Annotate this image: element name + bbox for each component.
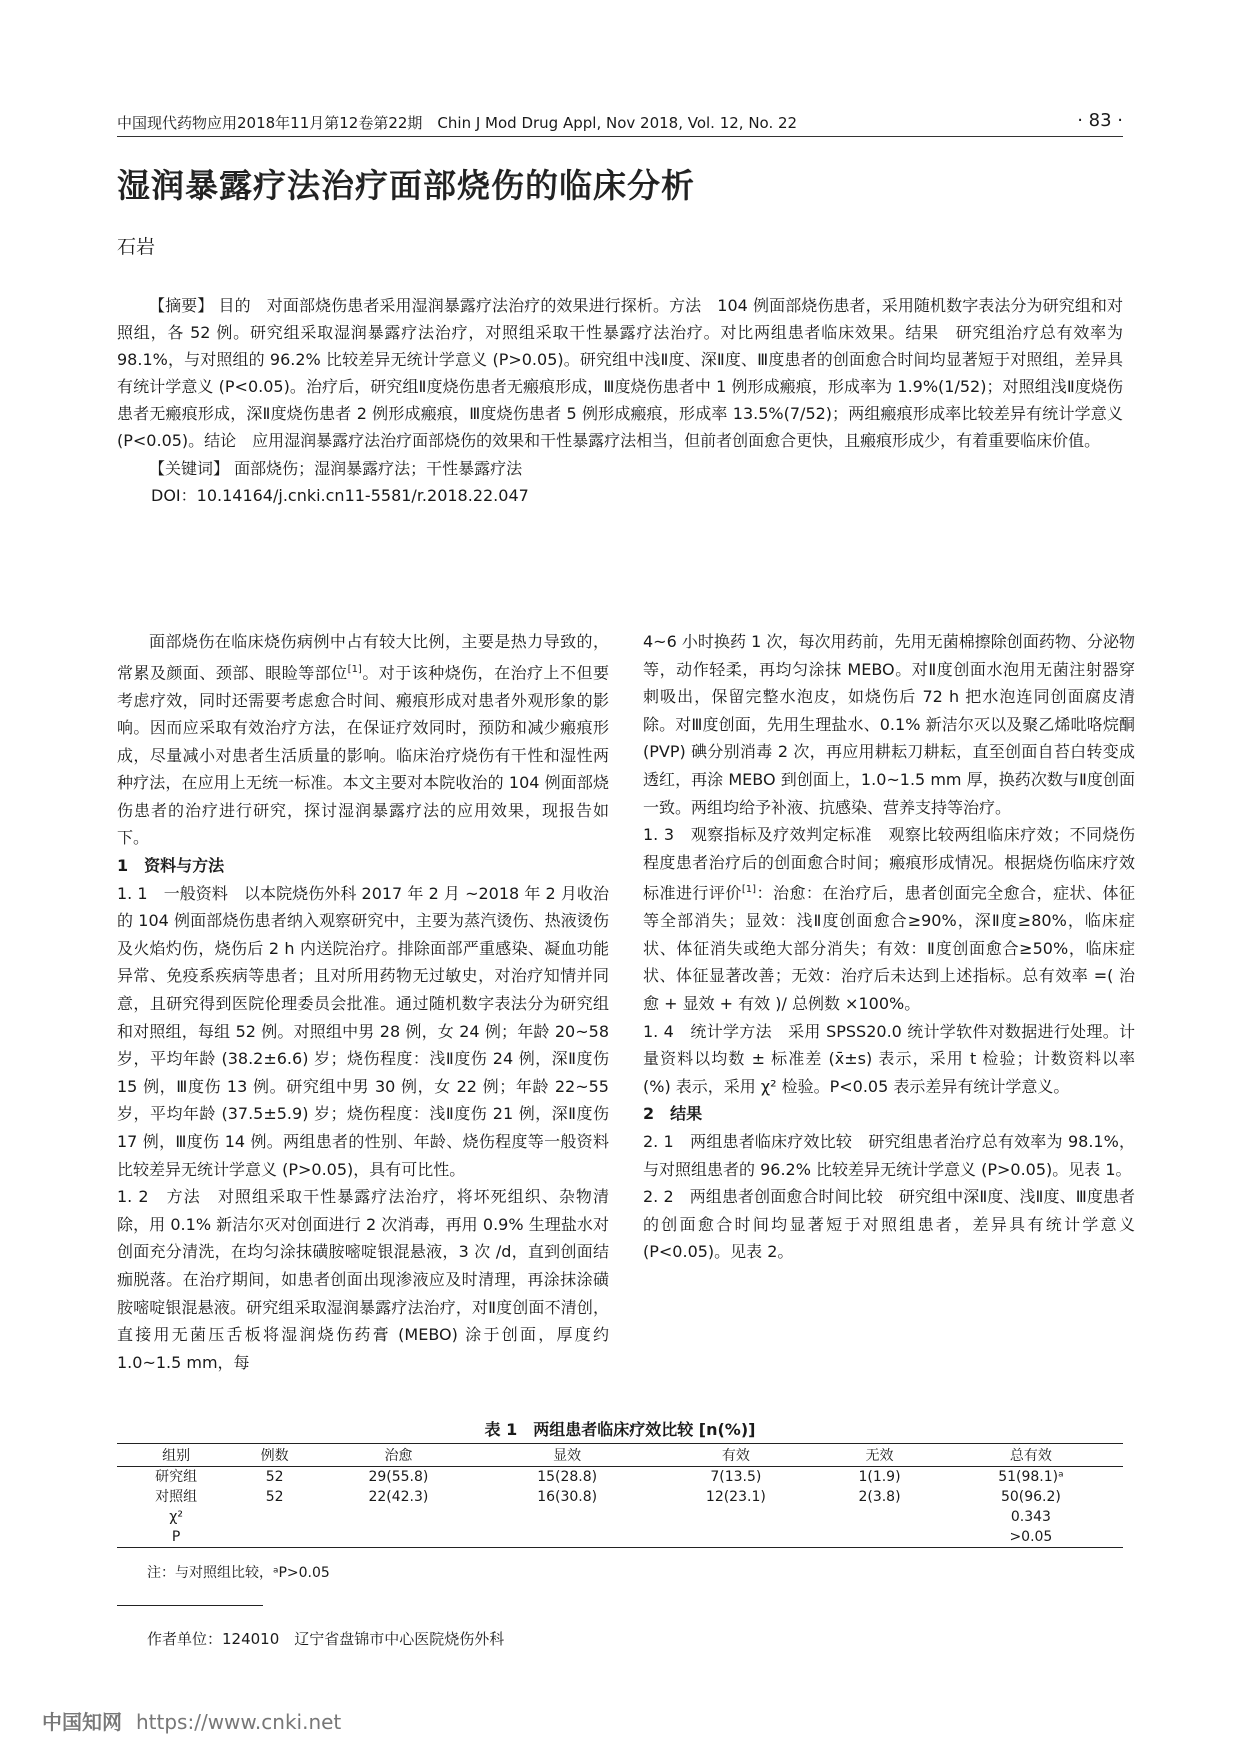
watermark-brand: 中国知网	[42, 1710, 122, 1734]
table-cell	[483, 1507, 652, 1527]
table-cell	[820, 1507, 939, 1527]
section-heading: 1 资料与方法	[117, 856, 225, 876]
table-note: 注：与对照组比较，ᵃP>0.05	[147, 1565, 330, 1581]
abstract-text: 【摘要】 目的 对面部烧伤患者采用湿润暴露疗法治疗的效果进行探析。方法 104 例面部烧伤患者，采用随机数字表法分为研究组和对照组，各 52 例。研究组采取湿润暴露疗法治疗，对照组采取干性暴露疗法治疗。对比两组患者临床效果。结果 研究组治疗总有效率为 98.1%，与对照组的 96.2% 比较差异无统计学意义 (P>0.05)。研究组中浅Ⅱ度、深Ⅱ度、Ⅲ度患者的创面愈合时间均显著短于对照组，差异具有统计学意义 (P<0.05)。治疗后，研究组Ⅱ度烧伤患者无瘢痕形成，Ⅲ度烧伤患者中 1 例形成瘢痕，形成率为 1.9%(1/52)；对照组浅Ⅱ度烧伤患者无瘢痕形成，深Ⅱ度烧伤患者 2 例形成瘢痕，Ⅲ度烧伤患者 5 例形成瘢痕，形成率 13.5%(7/52)；两组瘢痕形成率比较差异有统计学意义 (P<0.05)。结论 应用湿润暴露疗法治疗面部烧伤的效果和干性暴露疗法相当，但前者创面愈合更快，且瘢痕形成少，有着重要临床价值。	[117, 296, 1123, 450]
table-cell: 50(96.2)	[1000, 1489, 1061, 1505]
table-cell	[314, 1507, 483, 1527]
table-cell	[652, 1527, 821, 1548]
table-cell: >0.05	[939, 1527, 1123, 1548]
subsection-statistics: 1. 4 统计学方法 采用 SPSS20.0 统计学软件对数据进行处理。计量资料以均数 ± 标准差 (x̄±s) 表示，采用 t 检验；计数资料以率 (%) 表示，采用 χ² 检验。P<0.05 表示差异有统计学意义。	[643, 1021, 1135, 1096]
table-row	[117, 1527, 1123, 1548]
table-cell: 研究组	[155, 1469, 198, 1485]
table-cell: 16(30.8)	[537, 1489, 598, 1505]
table-row	[117, 1467, 1123, 1488]
table-cell: 对照组	[155, 1489, 198, 1505]
table-row	[117, 1487, 1123, 1507]
table-header-cell: 治愈	[314, 1444, 483, 1467]
methods-continued: 4~6 小时换药 1 次，每次用药前，先用无菌棉擦除创面药物、分泌物等，动作轻柔，再均匀涂抹 MEBO。对Ⅱ度创面水泡用无菌注射器穿刺吸出，保留完整水泡皮，如烧伤后 72 h 把水泡连同创面腐皮清除。对Ⅲ度创面，先用生理盐水、0.1% 新洁尔灭以及聚乙烯吡咯烷酮 (PVP) 碘分别消毒 2 次，再应用耕耘刀耕耘，直至创面自苔白转变成透红，再涂 MEBO 到创面上，1.0~1.5 mm 厚，换药次数与Ⅱ度创面一致。两组均给予补液、抗感染、营养支持等治疗。	[643, 632, 1135, 817]
table-cell: 7(13.5)	[710, 1469, 762, 1485]
table-cell	[652, 1507, 821, 1527]
table-header-row	[117, 1444, 1123, 1467]
table-cell: 29(55.8)	[368, 1469, 429, 1485]
watermark-url: https://www.cnki.net	[136, 1710, 342, 1734]
subsection-healing-time: 2. 2 两组患者创面愈合时间比较 研究组中深Ⅱ度、浅Ⅱ度、Ⅲ度患者的创面愈合时间均显著短于对照组患者，差异具有统计学意义 (P<0.05)。见表 2。	[643, 1187, 1135, 1262]
table-cell: χ²	[169, 1509, 183, 1525]
cnki-watermark	[42, 1706, 341, 1735]
table-header-cell: 有效	[652, 1444, 821, 1467]
abstract-block	[117, 292, 1123, 509]
table-cell: 52	[265, 1469, 284, 1485]
article-title: 湿润暴露疗法治疗面部烧伤的临床分析	[117, 166, 695, 205]
subsection-general-data: 1. 1 一般资料 以本院烧伤外科 2017 年 2 月 ~2018 年 2 月收治的 104 例面部烧伤患者纳入观察研究中，主要为蒸汽烫伤、热液烫伤及火焰灼伤，烧伤后 2 h 内送院治疗。排除面部严重感染、凝血功能异常、免疫系疾病等患者；且对所用药物无过敏史，对治疗知情并同意，且研究得到医院伦理委员会批准。通过随机数字表法分为研究组和对照组，每组 52 例。对照组中男 28 例，女 24 例；年龄 20~58 岁，平均年龄 (38.2±6.6) 岁；烧伤程度：浅Ⅱ度伤 24 例，深Ⅱ度伤 15 例，Ⅲ度伤 13 例。研究组中男 30 例，女 22 例；年龄 22~55 岁，平均年龄 (37.5±5.9) 岁；烧伤程度：浅Ⅱ度伤 21 例，深Ⅱ度伤 17 例，Ⅲ度伤 14 例。两组患者的性别、年龄、烧伤程度等一般资料比较差异无统计学意义 (P>0.05)，具有可比性。	[117, 883, 609, 1179]
table-header-cell: 无效	[820, 1444, 939, 1467]
criteria-text: 1. 3 观察指标及疗效判定标准 观察比较两组临床疗效；不同烧伤程度患者治疗后的创面愈合时间；瘢痕形成情况。根据烧伤临床疗效标准进行评价	[643, 825, 1135, 903]
table-cell	[314, 1527, 483, 1548]
footnote-divider	[117, 1605, 263, 1606]
journal-citation: 中国现代药物应用2018年11月第12卷第22期 Chin J Mod Drug Appl, Nov 2018, Vol. 12, No. 22	[117, 114, 798, 132]
table-cell: 22(42.3)	[368, 1489, 429, 1505]
table-cell: 52	[265, 1489, 284, 1505]
section-heading: 2 结果	[643, 1104, 703, 1124]
table-cell: P	[117, 1527, 235, 1548]
intro-paragraph	[117, 628, 609, 852]
table-cell: 2(3.8)	[858, 1489, 901, 1505]
efficacy-table	[117, 1443, 1123, 1548]
body-column-right	[643, 628, 1135, 1266]
author-affiliation: 作者单位：124010 辽宁省盘锦市中心医院烧伤外科	[147, 1630, 505, 1648]
table-header-cell: 例数	[235, 1444, 314, 1467]
table-cell	[235, 1507, 314, 1527]
intro-text-cont: 。对于该种烧伤，在治疗上不但要考虑疗效，同时还需要考虑愈合时间、瘢痕形成对患者外观形象的影响。因而应采取有效治疗方法，在保证疗效同时，预防和减少瘢痕形成，尽量减小对患者生活质量的影响。临床治疗烧伤有干性和湿性两种疗法，在应用上无统一标准。本文主要对本院收治的 104 例面部烧伤患者的治疗进行研究，探讨湿润暴露疗法的应用效果，现报告如下。	[117, 662, 609, 848]
table-cell: 1(1.9)	[858, 1469, 901, 1485]
table-cell: 15(28.8)	[537, 1469, 598, 1485]
table-header-cell: 总有效	[939, 1444, 1123, 1467]
subsection-methods: 1. 2 方法 对照组采取干性暴露疗法治疗，将坏死组织、杂物清除，用 0.1% 新洁尔灭对创面进行 2 次消毒，再用 0.9% 生理盐水对创面充分清洗，在均匀涂抹磺胺嘧啶银混悬液，3 次 /d，直到创面结痂脱落。在治疗期间，如患者创面出现渗液应及时清理，再涂抹涂磺胺嘧啶银混悬液。研究组采取湿润暴露疗法治疗，对Ⅱ度创面不清创，直接用无菌压舌板将湿润烧伤药膏 (MEBO) 涂于创面，厚度约 1.0~1.5 mm，每	[117, 1187, 609, 1372]
table-caption: 表 1 两组患者临床疗效比较 [n(%)]	[484, 1420, 756, 1439]
subsection-efficacy: 2. 1 两组患者临床疗效比较 研究组患者治疗总有效率为 98.1%，与对照组患者的 96.2% 比较差异无统计学意义 (P>0.05)。见表 1。	[643, 1132, 1135, 1179]
criteria-text-cont: ：治愈：在治疗后，患者创面完全愈合，症状、体征等全部消失；显效：浅Ⅱ度创面愈合≥90%，深Ⅱ度≥80%，临床症状、体征消失或绝大部分消失；有效：Ⅱ度创面愈合≥50%，临床症状、体征显著改善；无效：治疗后未达到上述指标。总有效率 =( 治愈 + 显效 + 有效 )/ 总例数 ×100%。	[643, 883, 1135, 1014]
table-cell	[483, 1527, 652, 1548]
table-cell: 0.343	[1010, 1509, 1051, 1525]
citation-ref: [1]	[347, 663, 362, 675]
keywords: 【关键词】 面部烧伤；湿润暴露疗法；干性暴露疗法	[149, 459, 523, 478]
table-cell	[235, 1527, 314, 1548]
intro-text: 面部烧伤在临床烧伤病例中占有较大比例，主要是热力导致的，常累及颜面、颈部、眼睑等部位	[117, 632, 609, 682]
citation-ref: [1]	[741, 884, 757, 896]
table-header-cell: 组别	[117, 1444, 235, 1467]
table-header-cell: 显效	[483, 1444, 652, 1467]
table-cell: 12(23.1)	[705, 1489, 766, 1505]
subsection-criteria	[643, 821, 1135, 1017]
table-cell	[820, 1527, 939, 1548]
table-cell: 51(98.1)ᵃ	[998, 1469, 1064, 1485]
doi: DOI：10.14164/j.cnki.cn11-5581/r.2018.22.047	[151, 486, 529, 505]
table-row	[117, 1507, 1123, 1527]
page-number: · 83 ·	[1077, 110, 1123, 131]
running-header	[117, 110, 1123, 137]
author-name: 石岩	[117, 236, 156, 258]
body-column-left	[117, 628, 609, 1376]
